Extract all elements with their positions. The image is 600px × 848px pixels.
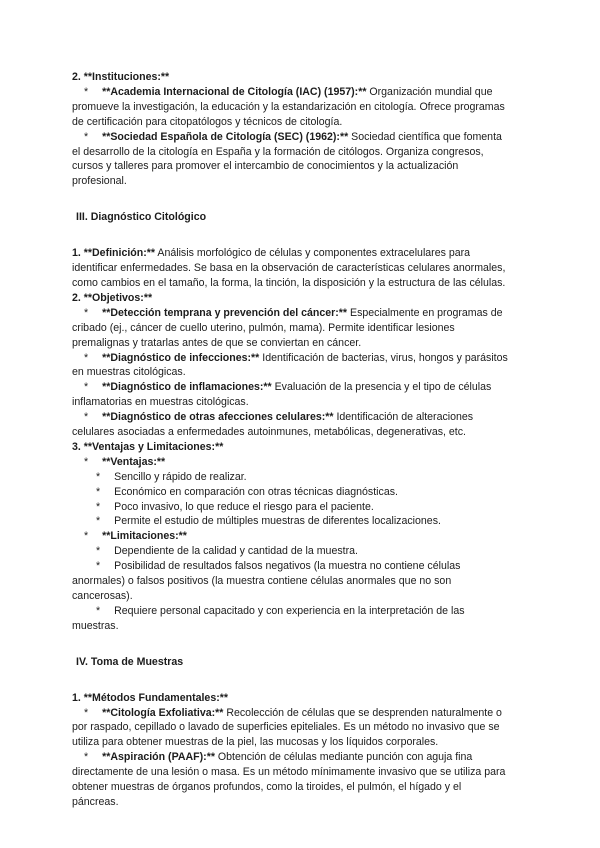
- list-item-iac: * **Academia Internacional de Citología (IAC) (1957):** Organización mundial que: [84, 85, 493, 98]
- paragraph-line: inflamatorias en muestras citológicas.: [72, 396, 249, 409]
- paragraph-line: el desarrollo de la citología en España y la formación de citólogos. Organiza congresos,: [72, 145, 484, 158]
- paragraph-line: como cambios en el tamaño, la forma, la tinción, la disposición y la estructura de las células.: [72, 276, 506, 289]
- list-heading-objetivos: 2. **Objetivos:**: [72, 291, 153, 304]
- bullet: *: [84, 351, 89, 364]
- list-item-aspiracion: * **Aspiración (PAAF):** Obtención de células mediante punción con aguja fina: [84, 751, 473, 764]
- list-item: * Permite el estudio de múltiples muestras de diferentes localizaciones.: [96, 515, 441, 528]
- bullet: *: [96, 545, 101, 558]
- list-heading-instituciones: 2. **Instituciones:**: [72, 71, 170, 83]
- paragraph-line: utiliza para obtener muestras de la piel, las mucosas y los líquidos corporales.: [72, 736, 439, 749]
- document-page: [72, 70, 532, 810]
- paragraph-line: cribado (ej., cáncer de cuello uterino, pulmón, mama). Permite identificar lesiones: [72, 321, 455, 334]
- bullet: *: [84, 455, 89, 468]
- list-item: * Poco invasivo, lo que reduce el riesgo para el paciente.: [96, 500, 374, 513]
- list-heading-metodos: 1. **Métodos Fundamentales:**: [72, 691, 228, 704]
- list-item-inflamaciones: * **Diagnóstico de inflamaciones:** Evaluación de la presencia y el tipo de células: [84, 381, 492, 394]
- list-item: * Dependiente de la calidad y cantidad de la muestra.: [96, 545, 358, 558]
- bullet: *: [84, 381, 89, 394]
- list-item-otras-afecciones: * **Diagnóstico de otras afecciones celulares:** Identificación de alteraciones: [84, 411, 474, 424]
- bullet: *: [84, 751, 89, 764]
- paragraph-line: anormales) o falsos positivos (la muestra contiene células anormales que no son: [72, 575, 452, 588]
- section-title-toma-muestras: IV. Toma de Muestras: [76, 655, 184, 668]
- bullet: *: [84, 411, 89, 424]
- paragraph-line: muestras.: [72, 619, 119, 632]
- bullet: *: [84, 706, 89, 719]
- paragraph-line: de certificación para citopatólogos y técnicos de citología.: [72, 115, 343, 128]
- paragraph-line: celulares asociadas a enfermedades autoinmunes, metabólicas, degenerativas, etc.: [72, 426, 466, 439]
- list-heading-ventajas: * **Ventajas:**: [84, 455, 166, 468]
- paragraph-line: premalignas y tratarlas antes de que se conviertan en cáncer.: [72, 336, 362, 349]
- list-item-exfoliativa: * **Citología Exfoliativa:** Recolección de células que se desprenden naturalmente o: [84, 706, 502, 719]
- list-item-sec: * **Sociedad Española de Citología (SEC) (1962):** Sociedad científica que fomenta: [84, 130, 502, 143]
- paragraph-line: directamente de una lesión o masa. Es un método mínimamente invasivo que se utiliza para: [72, 766, 506, 779]
- list-item: * Económico en comparación con otras técnicas diagnósticas.: [96, 485, 398, 498]
- paragraph-line: obtener muestras de órganos profundos, como la tiroides, el pulmón, el hígado y el: [72, 781, 462, 794]
- list-item: * Requiere personal capacitado y con experiencia en la interpretación de las: [96, 604, 465, 617]
- paragraph-line: páncreas.: [72, 795, 119, 808]
- list-item-infecciones: * **Diagnóstico de infecciones:** Identificación de bacterias, virus, hongos y parásitos: [84, 351, 508, 364]
- section-title-diagnostico: III. Diagnóstico Citológico: [76, 211, 207, 224]
- paragraph-line: profesional.: [72, 175, 127, 188]
- bullet: *: [96, 515, 101, 528]
- paragraph-line: en muestras citológicas.: [72, 366, 186, 379]
- bullet: *: [96, 485, 101, 498]
- bullet: *: [84, 530, 89, 543]
- bullet: *: [96, 604, 101, 617]
- bullet: *: [96, 560, 101, 573]
- list-heading-ventajas-limitaciones: 3. **Ventajas y Limitaciones:**: [72, 440, 224, 453]
- list-item: * Sencillo y rápido de realizar.: [96, 470, 247, 483]
- list-heading-limitaciones: * **Limitaciones:**: [84, 530, 187, 543]
- list-item-deteccion: * **Detección temprana y prevención del cáncer:** Especialmente en programas de: [84, 306, 503, 319]
- bullet: *: [84, 130, 89, 143]
- list-item-definicion: 1. **Definición:** Análisis morfológico de células y componentes extracelulares para: [72, 247, 471, 260]
- paragraph-line: identificar enfermedades. Se basa en la observación de características celulares anormales,: [72, 262, 506, 275]
- paragraph-line: por raspado, cepillado o lavado de superficies epiteliales. Es un método no invasivo que se: [72, 721, 500, 734]
- bullet: *: [96, 500, 101, 513]
- bullet: *: [96, 470, 101, 483]
- paragraph-line: promueve la investigación, la educación y la estandarización en citología. Ofrece programas: [72, 100, 505, 113]
- paragraph-line: cursos y talleres para promover el intercambio de conocimientos y la actualización: [72, 160, 459, 173]
- paragraph-line: cancerosas).: [72, 590, 133, 602]
- bullet: *: [84, 85, 89, 98]
- list-item: * Posibilidad de resultados falsos negativos (la muestra no contiene células: [96, 560, 461, 573]
- bullet: *: [84, 306, 89, 319]
